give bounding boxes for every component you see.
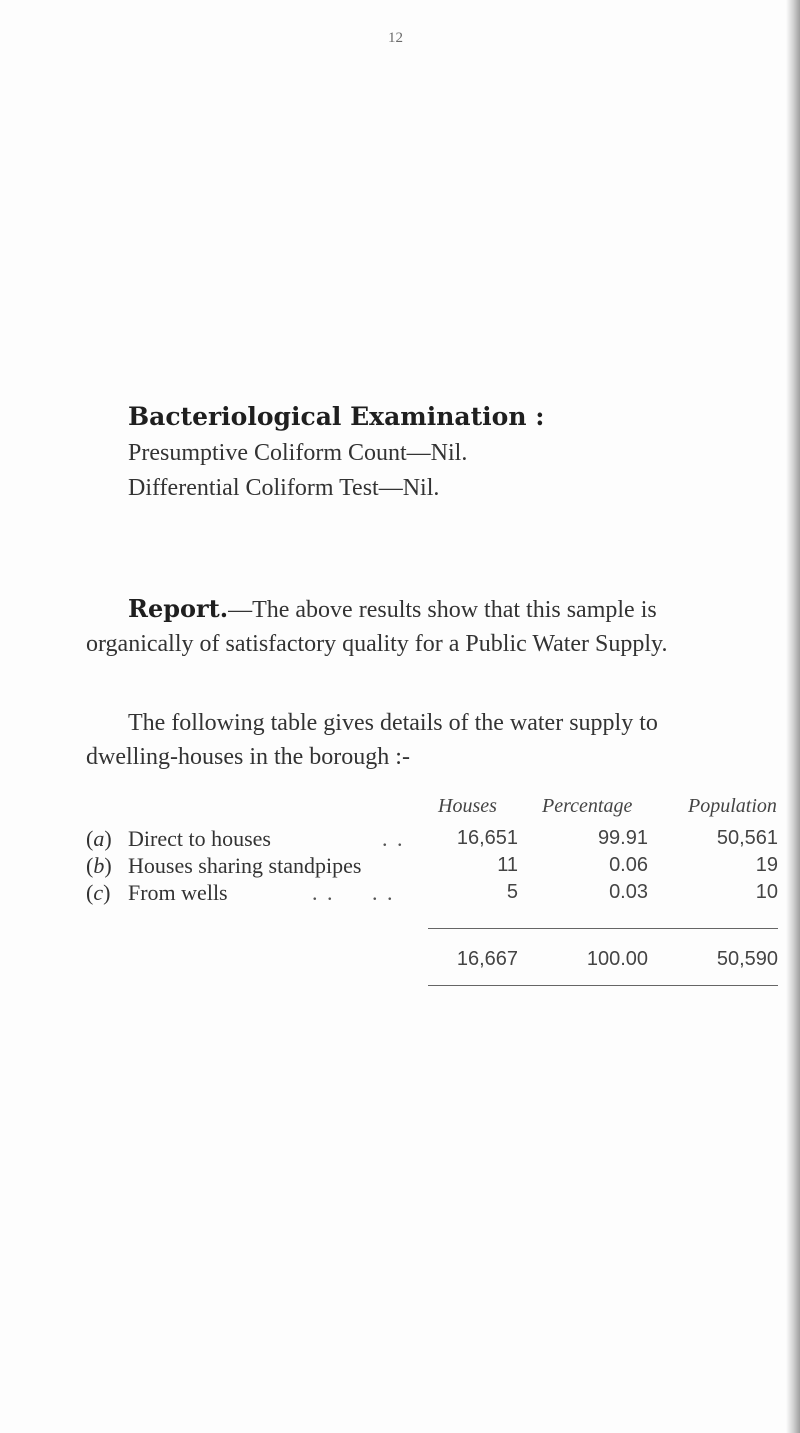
total-percentage: 100.00 bbox=[586, 948, 648, 970]
row-index: (b) bbox=[86, 853, 112, 878]
row-leader-dots: . . bbox=[382, 826, 405, 851]
row-population: 50,561 bbox=[716, 827, 778, 849]
bacteriological-heading: Bacteriological Examination : bbox=[128, 402, 545, 431]
column-header-population: Population bbox=[688, 795, 777, 817]
row-houses: 5 bbox=[506, 881, 518, 903]
differential-coliform-line: Differential Coliform Test—Nil. bbox=[128, 475, 440, 501]
totals-row bbox=[86, 948, 786, 976]
row-population: 10 bbox=[755, 881, 778, 903]
row-label: From wells bbox=[128, 880, 228, 905]
intro-line1: The following table gives details of the water supply to bbox=[128, 710, 658, 736]
page-number: 12 bbox=[388, 30, 403, 46]
row-houses: 16,651 bbox=[456, 827, 518, 849]
row-percentage: 0.06 bbox=[609, 854, 648, 876]
table-intro-paragraph bbox=[86, 706, 768, 774]
presumptive-coliform-line: Presumptive Coliform Count—Nil. bbox=[128, 440, 468, 466]
table-row bbox=[86, 853, 786, 881]
table-row bbox=[86, 826, 786, 854]
totals-bottom-rule bbox=[428, 985, 778, 986]
intro-line2: dwelling-houses in the borough :- bbox=[86, 744, 410, 770]
report-paragraph bbox=[86, 592, 768, 661]
row-index: (c) bbox=[86, 880, 111, 905]
column-header-percentage: Percentage bbox=[542, 795, 633, 817]
row-leader-dots: . . . . bbox=[312, 880, 395, 905]
row-label: Direct to houses bbox=[128, 826, 271, 851]
report-label: Report. bbox=[128, 594, 229, 623]
totals-top-rule bbox=[428, 928, 778, 929]
report-text-line1: —The above results show that this sample is bbox=[228, 597, 657, 623]
row-index: (a) bbox=[86, 826, 112, 851]
column-header-houses: Houses bbox=[438, 795, 497, 817]
row-label: Houses sharing standpipes bbox=[128, 853, 362, 878]
report-text-line2: organically of satisfactory quality for a Public Water Supply. bbox=[86, 631, 668, 657]
total-houses: 16,667 bbox=[456, 948, 518, 970]
total-population: 50,590 bbox=[716, 948, 778, 970]
row-houses: 11 bbox=[497, 854, 518, 876]
row-percentage: 99.91 bbox=[597, 827, 648, 849]
page-edge-shadow bbox=[786, 0, 800, 1433]
row-population: 19 bbox=[755, 854, 778, 876]
row-percentage: 0.03 bbox=[609, 881, 648, 903]
table-row bbox=[86, 880, 786, 908]
